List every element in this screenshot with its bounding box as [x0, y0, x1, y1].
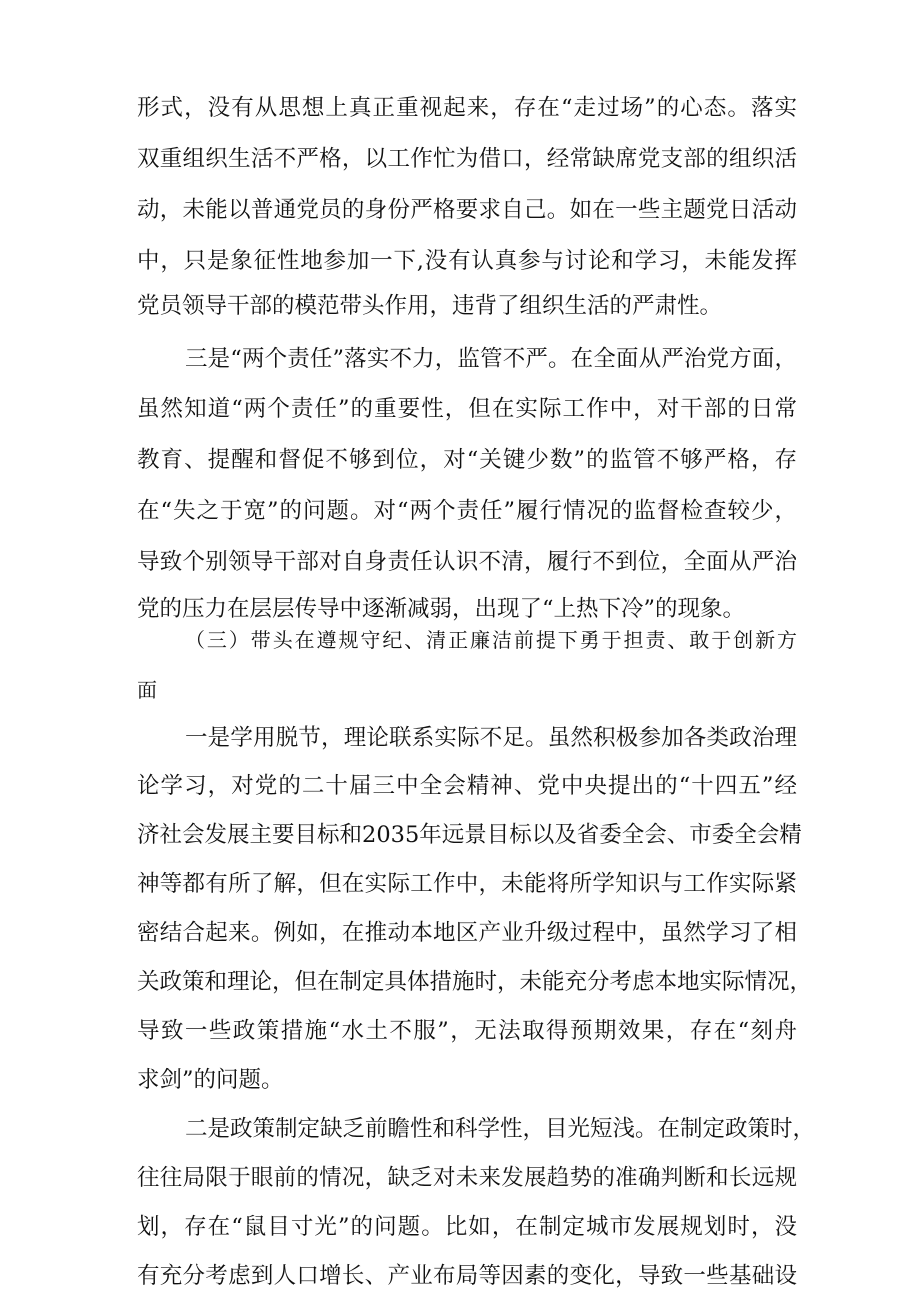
body-text-line: 神等都有所了解，但在实际工作中，未能将所学知识与工作实际紧	[137, 871, 797, 897]
paragraph-first-line: 三是“两个责任”落实不力，监管不严。在全面从严治党方面，	[185, 346, 797, 372]
body-text-line: 论学习，对党的二十届三中全会精神、党中央提出的“十四五”经	[137, 773, 797, 799]
body-text-line: 导致个别领导干部对自身责任认识不清，履行不到位，全面从严治	[137, 549, 797, 575]
body-text-line: 双重组织生活不严格，以工作忙为借口，经常缺席党支部的组织活	[137, 146, 797, 172]
body-text-line: 在“失之于宽”的问题。对“两个责任”履行情况的监督检查较少，	[137, 498, 797, 524]
body-text-line: 济社会发展主要目标和2035年远景目标以及省委全会、市委全会精	[137, 822, 802, 848]
body-text-line: 密结合起来。例如，在推动本地区产业升级过程中，虽然学习了相	[137, 920, 797, 946]
body-text-line: 虽然知道“两个责任”的重要性，但在实际工作中，对干部的日常	[137, 396, 797, 422]
body-text-line: 关政策和理论，但在制定具体措施时，未能充分考虑本地实际情况，	[137, 969, 813, 995]
body-text-line: 求剑”的问题。	[137, 1067, 284, 1093]
body-text-line: 中，只是象征性地参加一下,没有认真参与讨论和学习，未能发挥	[137, 248, 797, 274]
body-text-line: 形式，没有从思想上真正重视起来，存在“走过场”的心态。落实	[137, 95, 797, 121]
body-text-line: 有充分考虑到人口增长、产业布局等因素的变化，导致一些基础设	[137, 1263, 797, 1289]
body-text-line: 教育、提醒和督促不够到位，对“关键少数”的监管不够严格，存	[137, 447, 797, 473]
body-text-line: 动，未能以普通党员的身份严格要求自己。如在一些主题党日活动	[137, 197, 797, 223]
body-text-line: 党的压力在层层传导中逐渐减弱，出现了“上热下冷”的现象。	[137, 596, 746, 622]
body-text-line: 党员领导干部的模范带头作用，违背了组织生活的严肃性。	[137, 293, 723, 319]
section-heading: （三）带头在遵规守纪、清正廉洁前提下勇于担责、敢于创新方	[185, 628, 797, 652]
body-text-line: 导致一些政策措施“水土不服”，无法取得预期效果，存在“刻舟	[137, 1018, 797, 1044]
paragraph-first-line: 二是政策制定缺乏前瞻性和科学性，目光短浅。在制定政策时，	[185, 1116, 816, 1142]
body-text-line: 划，存在“鼠目寸光”的问题。比如，在制定城市发展规划时，没	[137, 1214, 797, 1240]
paragraph-first-line: 一是学用脱节，理论联系实际不足。虽然积极参加各类政治理	[185, 725, 797, 751]
body-text-line: 往往局限于眼前的情况，缺乏对未来发展趋势的准确判断和长远规	[137, 1165, 797, 1191]
section-heading-continued: 面	[137, 678, 157, 702]
